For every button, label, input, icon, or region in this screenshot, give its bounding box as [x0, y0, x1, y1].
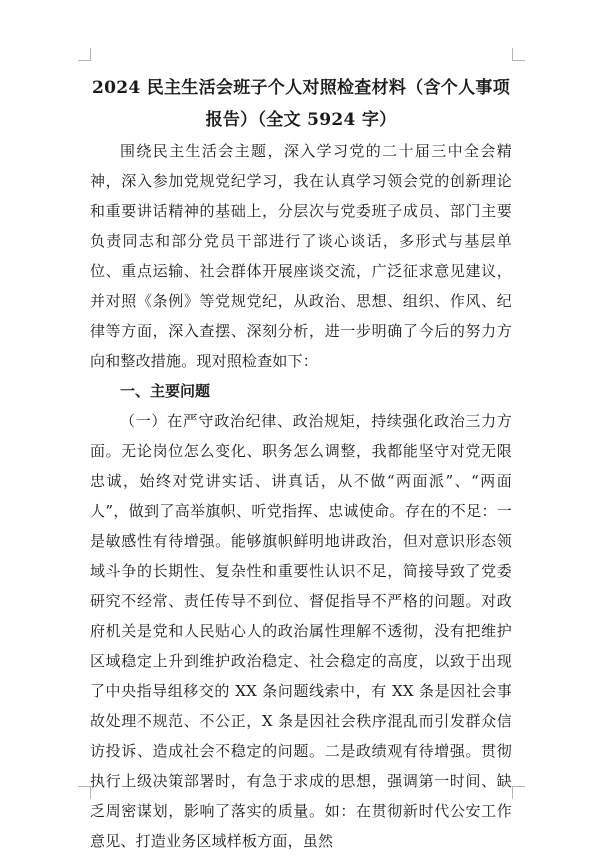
section-heading-main-problems: 一、主要问题 — [120, 382, 211, 400]
crop-mark-top-right — [512, 48, 525, 61]
intro-paragraph: 围绕民主生活会主题，深入学习党的二十届三中全会精神，深入参加党规党纪学习，我在认真学习领会党的创新理论和重要讲话精神的基础上，分层次与党委班子成员、部门主要负责同志和部分党员干部进行了谈心谈话，多形式与基层单位、重点运输、社会群体开展座谈交流，广泛征求意见建议，并对照《条例》等党规党纪，从政治、思想、组织、作风、纪律等方面，深入查摆、深刻分析，进一步明确了今后的努力方向和整改措施。现对照检查如下： — [90, 142, 512, 370]
section-paragraph-political-discipline: （一）在严守政治纪律、政治规矩，持续强化政治三力方面。无论岗位怎么变化、职务怎么调整，我都能坚守对党无限忠诚，始终对党讲实话、讲真话，从不做“两面派”、“两面人”，做到了高举旗帜、听党指挥、忠诚使命。存在的不足：一是敏感性有待增强。能够旗帜鲜明地讲政治，但对意识形态领域斗争的长期性、复杂性和重要性认识不足，简接导致了党委研究不经常、责任传导不到位、督促指导不严格的问题。对政府机关是党和人民贴心人的政治属性理解不透彻，没有把维护区域稳定上升到维护政治稳定、社会稳定的高度，以致于出现了中央指导组移交的 XX 条问题线索中，有 XX 条是因社会事故处理不规范、不公正，X 条是因社会秩序混乱而引发群众信访投诉、造成社会不稳定的问题。二是政绩观有待增强。贯彻执行上级决策部署时，有急于求成的思想，强调第一时间、缺乏周密谋划，影响了落实的质量。如：在贯彻新时代公安工作意见、打造业务区域样板方面，虽然 — [90, 412, 512, 850]
crop-mark-bottom-right — [512, 786, 525, 799]
crop-mark-top-left — [78, 48, 91, 61]
document-body — [90, 72, 512, 856]
document-title: 2024 民主生活会班子个人对照检查材料（含个人事项报告）（全文 5924 字） — [91, 78, 511, 130]
